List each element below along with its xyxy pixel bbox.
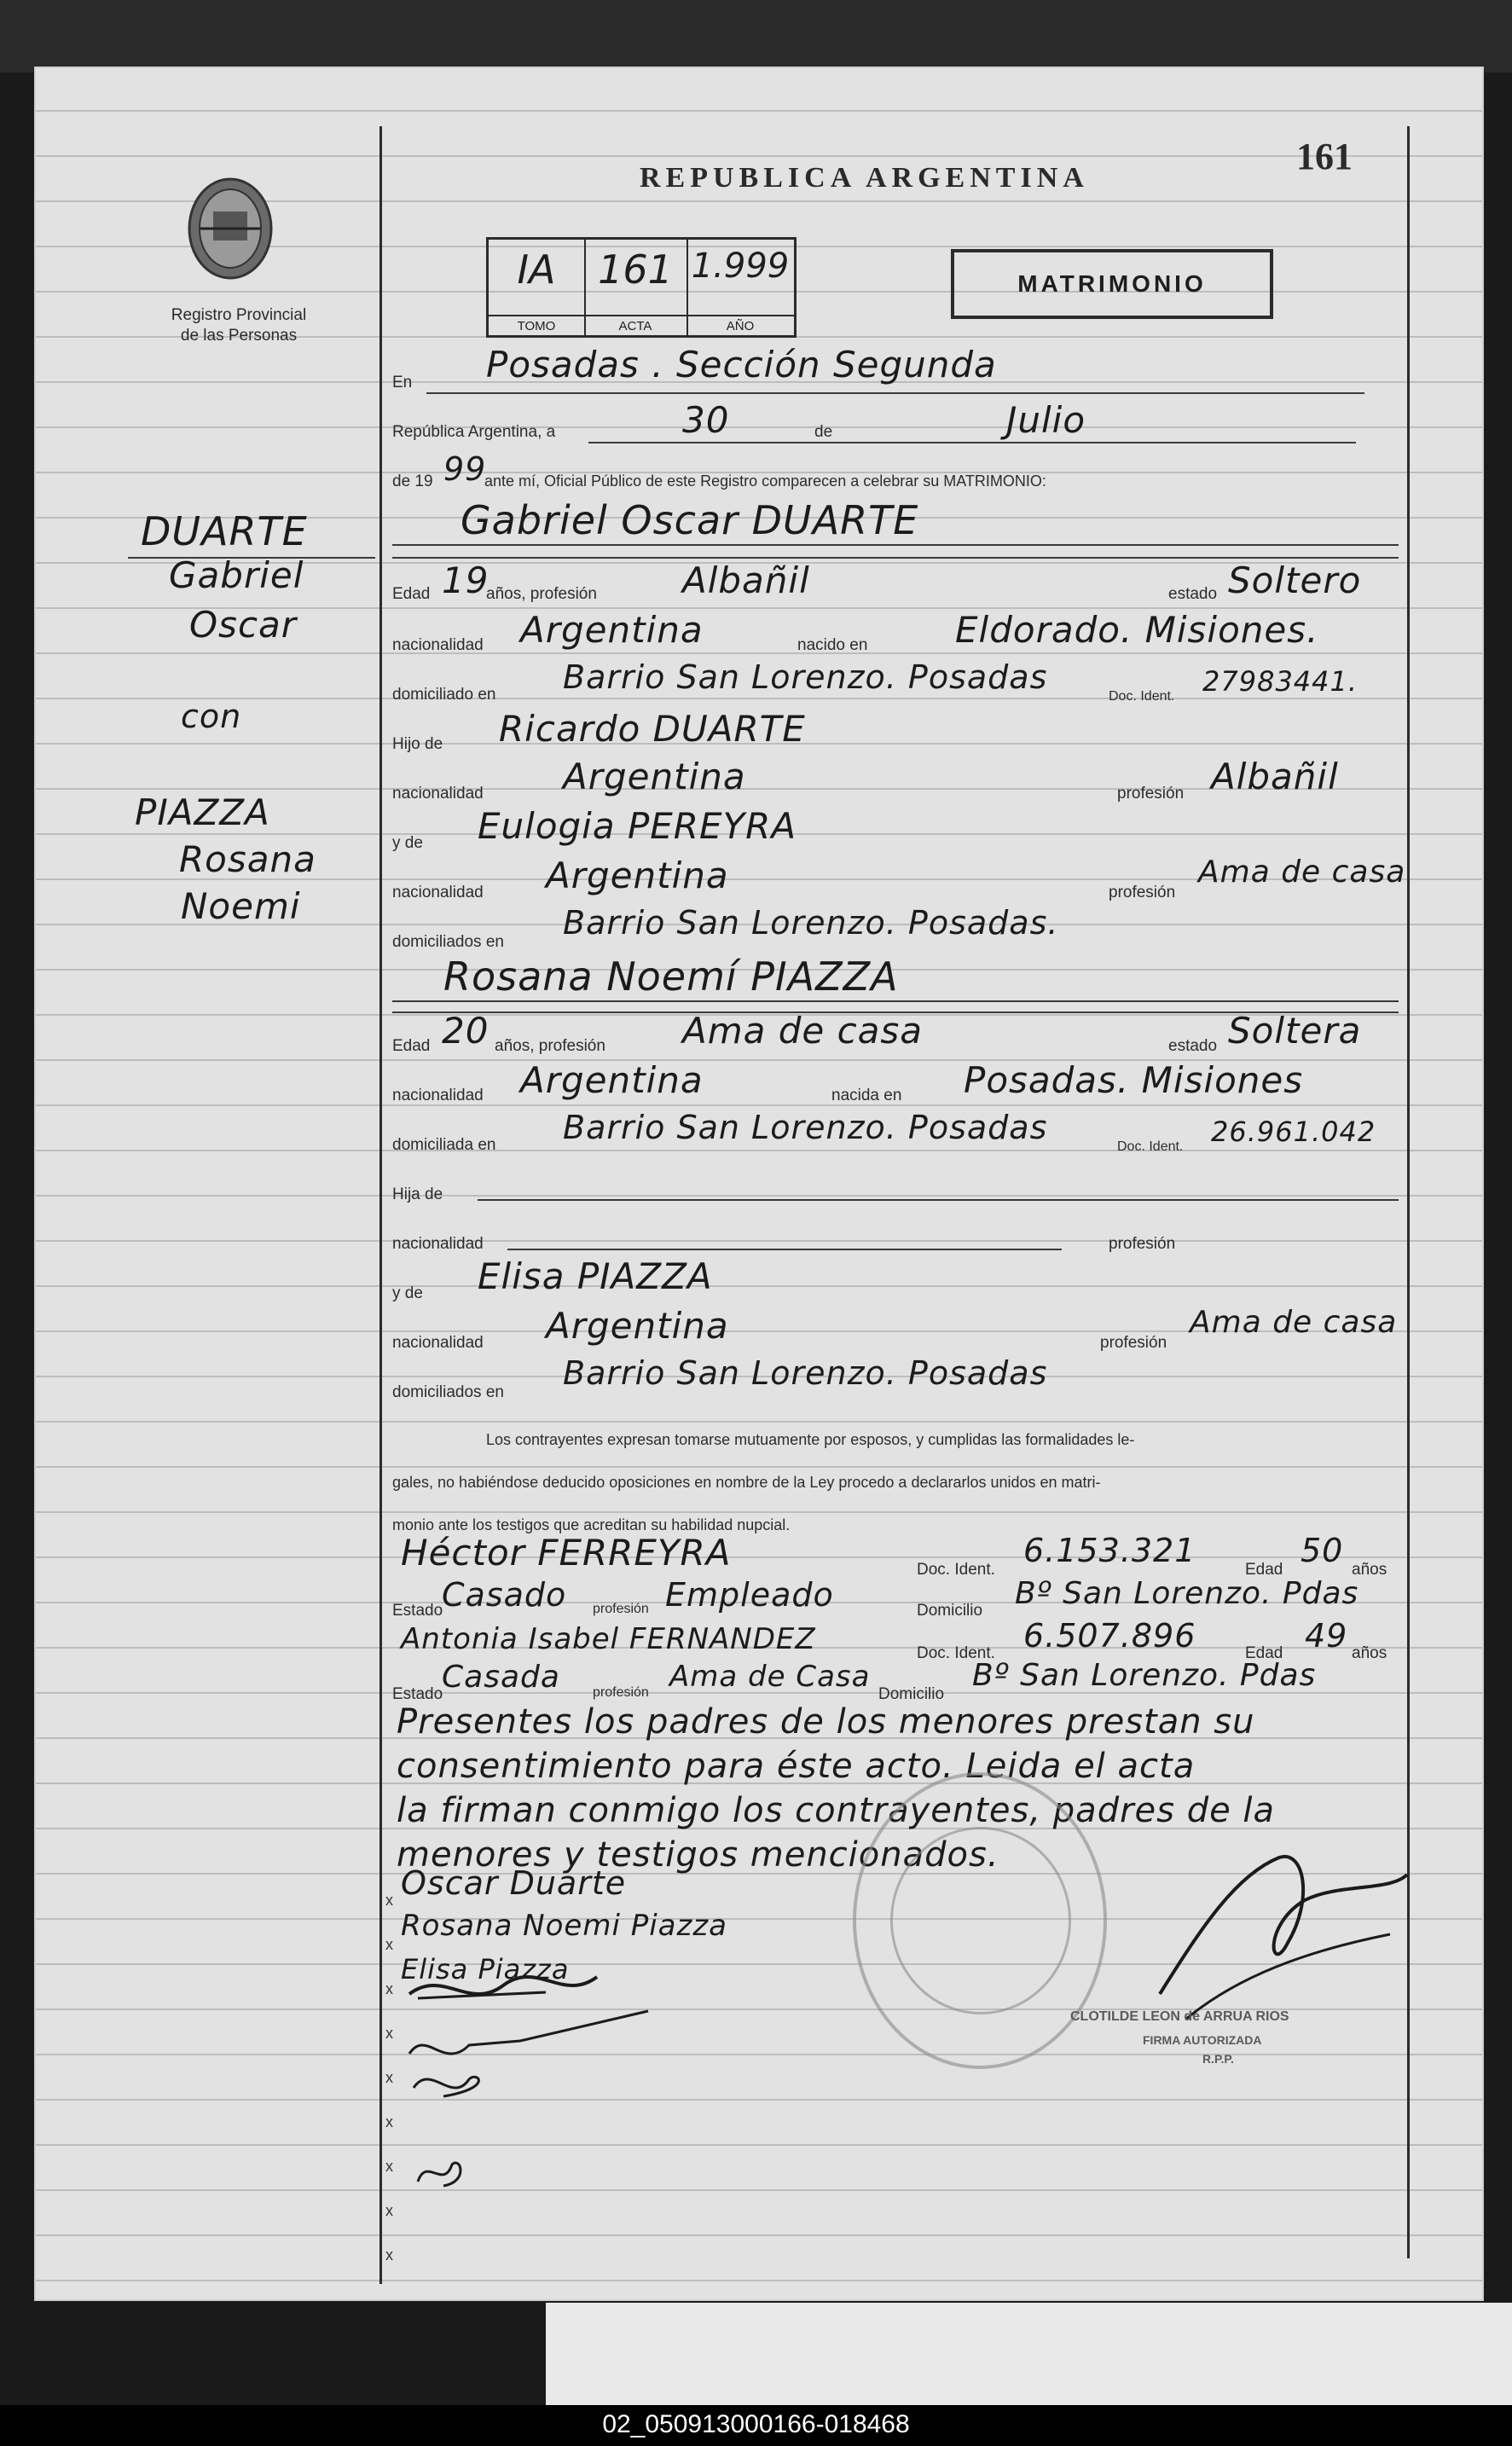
witness1-doc-label: Doc. Ident.	[917, 1561, 995, 1579]
bride-mother: Elisa PIAZZA	[478, 1255, 713, 1297]
record-id-box	[486, 237, 797, 338]
witness2-edad-label: Edad	[1245, 1644, 1283, 1662]
witness1-name: Héctor FERREYRA	[401, 1532, 732, 1574]
notes-line4: menores y testigos mencionados.	[397, 1835, 999, 1875]
declaration-line2: gales, no habiéndose deducido oposiciones en nombre de la Ley procedo a declararlos unidos en matri-	[392, 1474, 1101, 1491]
witness1-prof-label: profesión	[593, 1602, 649, 1616]
witness2-anos-label: años	[1352, 1644, 1387, 1662]
acta-label: ACTA	[584, 315, 686, 333]
witness2-doc: 6.507.896	[1023, 1617, 1196, 1655]
bride-father-nat-label: nacionalidad	[392, 1235, 484, 1253]
witness1-estado-label: Estado	[392, 1602, 443, 1620]
groom-hijo-label: Hijo de	[392, 735, 443, 753]
bride-nacida-label: nacida en	[831, 1087, 902, 1104]
bride-anos-label: años, profesión	[495, 1037, 605, 1055]
sig-marker-7: x	[385, 2158, 393, 2175]
signature-mother: Elisa Piazza	[401, 1953, 570, 1985]
sig-marker-4: x	[385, 2025, 393, 2042]
bride-birthplace: Posadas. Misiones	[964, 1059, 1304, 1101]
witness1-profession: Empleado	[665, 1576, 834, 1614]
witness1-status: Casado	[442, 1576, 567, 1614]
witness2-prof-label: profesión	[593, 1685, 649, 1700]
notes-line3: la firman conmigo los contrayentes, padres de la	[397, 1791, 1276, 1830]
groom-doc-label: Doc. Ident.	[1109, 689, 1175, 704]
bride-hija-label: Hija de	[392, 1185, 443, 1203]
bride-father-prof-label: profesión	[1109, 1235, 1176, 1253]
witness1-age: 50	[1301, 1532, 1344, 1569]
groom-profession: Albañil	[682, 559, 810, 601]
section-divider	[392, 557, 1399, 559]
date-month: Julio	[1006, 399, 1086, 441]
date-line	[588, 442, 1356, 443]
bride-dom-label: domiciliada en	[392, 1136, 496, 1154]
groom-nacido-label: nacido en	[797, 636, 868, 654]
sig-marker-8: x	[385, 2202, 393, 2219]
tomo-cell	[489, 240, 586, 335]
margin-groom-name2: Oscar	[189, 604, 298, 646]
groom-mother-nationality: Argentina	[546, 855, 729, 896]
groom-mother-prof-label: profesión	[1109, 884, 1176, 901]
groom-nat-label: nacionalidad	[392, 636, 484, 654]
official-seal-inner	[890, 1827, 1071, 2014]
document-heading: REPUBLICA ARGENTINA	[640, 162, 1089, 194]
witness1-anos-label: años	[1352, 1561, 1387, 1579]
acta-cell	[584, 240, 688, 335]
sig-marker-5: x	[385, 2069, 393, 2086]
groom-mother-profession: Ama de casa	[1198, 855, 1406, 890]
sig-marker-9: x	[385, 2246, 393, 2263]
bride-mother-profession: Ama de casa	[1190, 1305, 1398, 1340]
place-line	[426, 392, 1364, 394]
groom-doc-number: 27983441.	[1202, 665, 1358, 698]
official-signature-icon	[1134, 1823, 1416, 2037]
bride-address: Barrio San Lorenzo. Posadas	[563, 1109, 1048, 1146]
witness2-dom-label: Domicilio	[878, 1685, 945, 1703]
bride-name-line	[392, 1000, 1399, 1002]
groom-father-nat-label: nacionalidad	[392, 785, 484, 803]
margin-bride-name2: Noemi	[181, 885, 301, 927]
groom-parents-dom-label: domiciliados en	[392, 933, 504, 951]
official-title: FIRMA AUTORIZADA	[1143, 2033, 1262, 2047]
republica-label: República Argentina, a	[392, 423, 556, 441]
scan-background-top	[0, 0, 1512, 72]
bride-estado-label: estado	[1168, 1037, 1218, 1055]
registry-line2: de las Personas	[180, 327, 298, 345]
groom-edad-label: Edad	[392, 585, 431, 603]
page-number: 161	[1296, 136, 1353, 177]
bride-mother-nationality: Argentina	[546, 1305, 729, 1347]
registry-line1: Registro Provincial	[171, 306, 307, 324]
provincial-seal-icon	[183, 173, 277, 284]
sig-marker-3: x	[385, 1980, 393, 1997]
ano-value: 1.999	[691, 246, 790, 286]
groom-father-nationality: Argentina	[563, 756, 746, 797]
groom-mother: Eulogia PEREYRA	[478, 805, 797, 847]
sig-marker-2: x	[385, 1936, 393, 1953]
tomo-label: TOMO	[489, 315, 584, 333]
witness2-name: Antonia Isabel FERNANDEZ	[401, 1622, 816, 1656]
margin-groom-name1: Gabriel	[169, 554, 304, 596]
witness1-dom-label: Domicilio	[917, 1602, 983, 1620]
signature-bride: Rosana Noemi Piazza	[401, 1909, 728, 1943]
year-prefix: de 19	[392, 472, 433, 490]
signature-scribbles-icon	[392, 1960, 716, 2233]
witness1-edad-label: Edad	[1245, 1561, 1283, 1579]
scan-background-bottom	[546, 2303, 1512, 2405]
bride-mother-nat-label: nacionalidad	[392, 1334, 484, 1352]
declaration-line3: monio ante los testigos que acreditan su habilidad nupcial.	[392, 1516, 791, 1533]
en-label: En	[392, 374, 413, 391]
place: Posadas . Sección Segunda	[486, 344, 997, 385]
acta-value: 161	[598, 246, 673, 293]
witness2-doc-label: Doc. Ident.	[917, 1644, 995, 1662]
margin-bride-name1: Rosana	[179, 838, 316, 880]
witness1-doc: 6.153.321	[1023, 1532, 1196, 1569]
declaration-line1: Los contrayentes expresan tomarse mutuamente por esposos, y cumplidas las formalidades le-	[486, 1431, 1135, 1448]
bride-parents-address: Barrio San Lorenzo. Posadas	[563, 1354, 1048, 1392]
bride-nat-label: nacionalidad	[392, 1087, 484, 1104]
groom-father-prof-label: profesión	[1117, 785, 1185, 803]
bride-profession: Ama de casa	[682, 1010, 924, 1052]
groom-civil-status: Soltero	[1228, 559, 1362, 601]
groom-yde-label: y de	[392, 834, 423, 852]
witness2-profession: Ama de Casa	[669, 1660, 871, 1694]
official-name: CLOTILDE LEON de ARRUA RIOS	[1070, 2009, 1289, 2024]
bride-mother-prof-label: profesión	[1100, 1334, 1167, 1352]
notes-line1: Presentes los padres de los menores prestan su	[397, 1702, 1255, 1742]
ano-cell	[686, 240, 794, 335]
groom-address: Barrio San Lorenzo. Posadas	[563, 658, 1048, 696]
image-id: 02_050913000166-018468	[602, 2410, 910, 2438]
image-footer	[0, 2405, 1512, 2446]
witness2-estado-label: Estado	[392, 1685, 443, 1703]
notes-line2: consentimiento para éste acto. Leida el acta	[397, 1747, 1196, 1786]
bride-father-nat-line	[507, 1249, 1062, 1250]
groom-anos-label: años, profesión	[486, 585, 597, 603]
document-type-box: MATRIMONIO	[951, 249, 1273, 319]
witness2-address: Bº San Lorenzo. Pdas	[972, 1658, 1317, 1693]
margin-con: con	[181, 698, 242, 735]
groom-father-profession: Albañil	[1211, 756, 1339, 797]
witness2-age: 49	[1305, 1617, 1348, 1655]
tomo-value: IA	[517, 246, 556, 293]
official-seal-icon	[853, 1772, 1107, 2069]
bride-age: 20	[442, 1010, 490, 1052]
bride-father-line	[478, 1199, 1399, 1201]
sig-marker-6: x	[385, 2113, 393, 2130]
margin-divider	[379, 126, 382, 2284]
bride-yde-label: y de	[392, 1284, 423, 1302]
intro-statement: ante mí, Oficial Público de este Registro comparecen a celebrar su MATRIMONIO:	[484, 472, 1046, 490]
register-page	[34, 67, 1484, 2301]
date-day: 30	[682, 399, 730, 441]
bride-civil-status: Soltera	[1228, 1010, 1362, 1052]
year-suffix: 99	[443, 450, 487, 488]
margin-bride-surname: PIAZZA	[135, 791, 270, 833]
bride-doc-label: Doc. Ident.	[1117, 1139, 1184, 1154]
groom-birthplace: Eldorado. Misiones.	[955, 609, 1319, 651]
bride-parents-dom-label: domiciliados en	[392, 1383, 504, 1401]
bride-nationality: Argentina	[520, 1059, 704, 1101]
groom-parents-address: Barrio San Lorenzo. Posadas.	[563, 904, 1059, 942]
official-org: R.P.P.	[1202, 2052, 1234, 2066]
margin-groom-surname: DUARTE	[141, 508, 308, 554]
sig-marker-1: x	[385, 1892, 393, 1909]
registry-name	[145, 305, 333, 346]
groom-estado-label: estado	[1168, 585, 1218, 603]
groom-dom-label: domiciliado en	[392, 686, 496, 704]
groom-age: 19	[442, 559, 490, 601]
bride-edad-label: Edad	[392, 1037, 431, 1055]
groom-name-line	[392, 544, 1399, 546]
witness1-address: Bº San Lorenzo. Pdas	[1015, 1576, 1359, 1611]
signature-groom: Oscar Duarte	[401, 1864, 627, 1902]
groom-mother-nat-label: nacionalidad	[392, 884, 484, 901]
groom-nationality: Argentina	[520, 609, 704, 651]
bride-doc-number: 26.961.042	[1211, 1116, 1376, 1148]
groom-father: Ricardo DUARTE	[499, 708, 806, 750]
bride-full-name: Rosana Noemí PIAZZA	[443, 953, 899, 1000]
de-label: de	[814, 423, 833, 441]
witness2-status: Casada	[442, 1660, 560, 1695]
ano-label: AÑO	[686, 315, 794, 333]
groom-full-name: Gabriel Oscar DUARTE	[461, 497, 919, 543]
